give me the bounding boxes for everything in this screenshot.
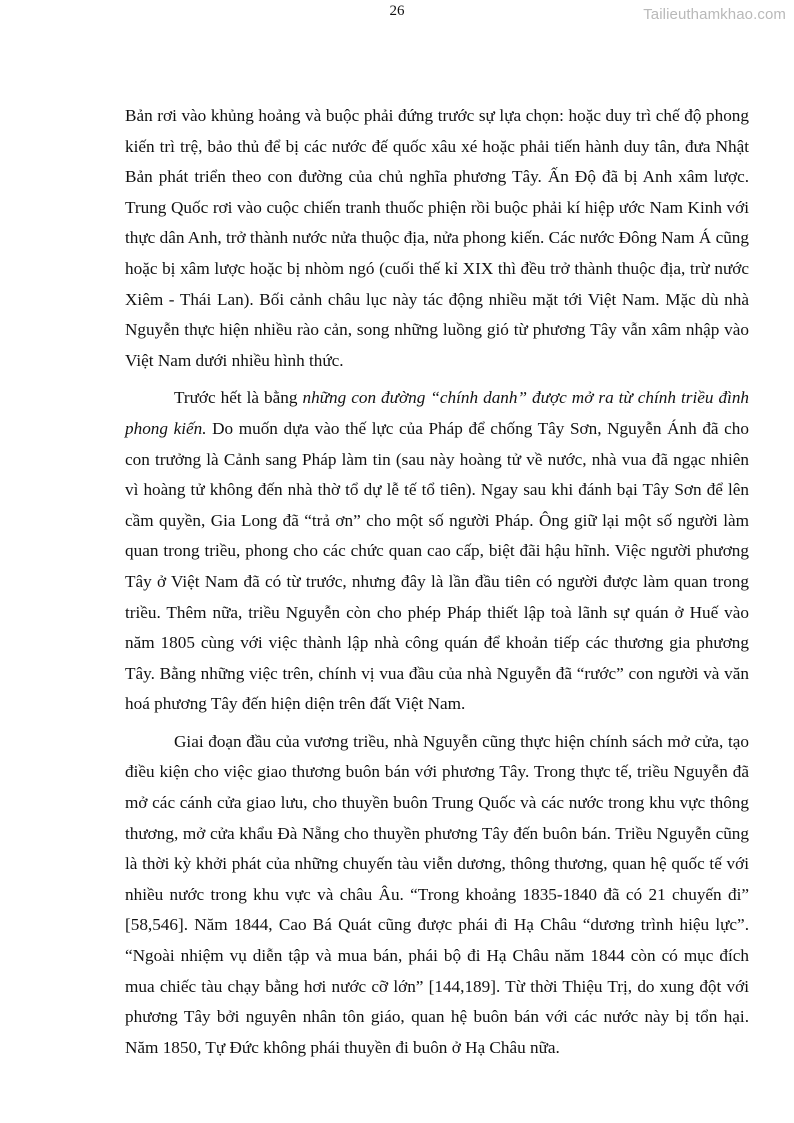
page-number: 26 bbox=[389, 3, 405, 19]
paragraph-3: Giai đoạn đầu của vương triều, nhà Nguyễn cũng thực hiện chính sách mở cửa, tạo điều kiện cho việc giao thương buôn bán với phương Tây. Trong thực tế, triều Nguyễn đã mở các cánh cửa giao lưu, cho thuyền buôn Trung Quốc và các nước trong khu vực thông thương, mở cửa khẩu Đà Nẵng cho thuyền phương Tây đến buôn bán. Triều Nguyễn cũng là thời kỳ khởi phát của những chuyến tàu viễn dương, thông thương, quan hệ quốc tế với nhiều nước trong khu vực và châu Âu. “Trong khoảng 1835-1840 đã có 21 chuyến đi” [58,546]. Năm 1844, Cao Bá Quát cũng được phái đi Hạ Châu “dương trình hiệu lực”. “Ngoài nhiệm vụ diễn tập và mua bán, phái bộ đi Hạ Châu năm 1844 còn có mục đích mua chiếc tàu chạy bằng hơi nước cỡ lớn” [144,189]. Từ thời Thiệu Trị, do xung đột với phương Tây bởi nguyên nhân tôn giáo, quan hệ buôn bán với các nước này bị tổn hại. Năm 1850, Tự Đức không phái thuyền đi buôn ở Hạ Châu nữa. bbox=[125, 731, 749, 1057]
paragraph-2 bbox=[125, 383, 749, 720]
paragraph-2-italic: những con đường “chính danh” được mở ra từ chính triều đình phong kiến. bbox=[125, 388, 750, 438]
watermark: Tailieuthamkhao.com bbox=[643, 6, 786, 23]
paragraph-2-rest: Do muốn dựa vào thế lực của Pháp để chống Tây Sơn, Nguyễn Ánh đã cho con trưởng là Cảnh sang Pháp làm tin (sau này hoàng tử về nước, nhà vua đã ngạc nhiên vì hoàng tử không đến nhà thờ tổ dự lễ tế tổ tiên). Ngay sau khi đánh bại Tây Sơn để lên cầm quyền, Gia Long đã “trả ơn” cho một số người Pháp. Ông giữ lại một số người làm quan trong triều, phong cho các chức quan cao cấp, biệt đãi hậu hĩnh. Việc người phương Tây ở Việt Nam đã có từ trước, nhưng đây là lần đầu tiên có người được làm quan trong triều. Thêm nữa, triều Nguyễn còn cho phép Pháp thiết lập toà lãnh sự quán ở Huế vào năm 1805 cùng với việc thành lập nhà công quán để khoản tiếp các thương gia phương Tây. Bằng những việc trên, chính vị vua đầu của nhà Nguyễn đã “rước” con người và văn hoá phương Tây đến hiện diện trên đất Việt Nam. bbox=[125, 418, 749, 714]
document-body bbox=[125, 101, 749, 1063]
paragraph-2-lead: Trước hết là bằng bbox=[174, 388, 303, 408]
paragraph-1: Bản rơi vào khủng hoảng và buộc phải đứng trước sự lựa chọn: hoặc duy trì chế độ phong kiến trì trệ, bảo thủ để bị các nước đế quốc xâu xé hoặc phải tiến hành duy tân, đưa Nhật Bản phát triển theo con đường của chủ nghĩa phương Tây. Ấn Độ đã bị Anh xâm lược. Trung Quốc rơi vào cuộc chiến tranh thuốc phiện rồi buộc phải kí hiệp ước Nam Kinh với thực dân Anh, trở thành nước nửa thuộc địa, nửa phong kiến. Các nước Đông Nam Á cũng hoặc bị xâm lược hoặc bị nhòm ngó (cuối thế kỉ XIX thì đều trở thành thuộc địa, trừ nước Xiêm - Thái Lan). Bối cảnh châu lục này tác động nhiều mặt tới Việt Nam. Mặc dù nhà Nguyễn thực hiện nhiều rào cản, song những luồng gió từ phương Tây vẫn xâm nhập vào Việt Nam dưới nhiều hình thức. bbox=[125, 106, 749, 370]
